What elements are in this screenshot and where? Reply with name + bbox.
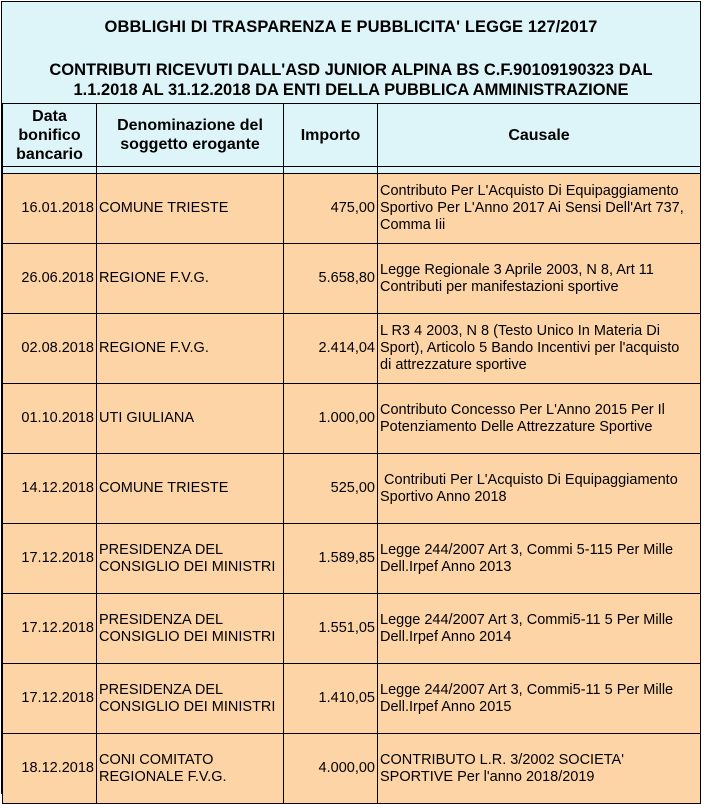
title-block — [2, 2, 700, 103]
cell-cause-line: Dell.Irpef Anno 2015 — [380, 698, 512, 715]
cell-cause-line: Contributo Per L'Acquisto Di Equipaggiamento — [380, 183, 679, 199]
document-subtitle — [2, 60, 700, 100]
cell-name-line: COMUNE TRIESTE — [99, 480, 229, 496]
table-row — [3, 594, 701, 664]
cell-name-line: COMUNE TRIESTE — [99, 200, 229, 216]
table-row — [3, 524, 701, 594]
table-row — [3, 454, 701, 524]
cell-name — [97, 454, 284, 524]
cell-cause-line: L R3 4 2003, N 8 (Testo Unico In Materia Di — [380, 323, 660, 339]
cell-cause-line: Legge 244/2007 Art 3, Commi5-11 5 Per Mille — [380, 681, 674, 698]
cell-name — [97, 524, 284, 594]
header-name: Denominazione del soggetto erogante — [97, 104, 284, 167]
cell-amount: 1.589,85 — [284, 524, 378, 594]
table-row — [3, 734, 701, 804]
cell-name — [97, 594, 284, 664]
subtitle-line-2: 1.1.2018 AL 31.12.2018 DA ENTI DELLA PUBBLICA AMMINISTRAZIONE — [73, 81, 629, 99]
cell-amount: 2.414,04 — [284, 314, 378, 384]
cell-cause — [378, 244, 701, 314]
cell-name — [97, 734, 284, 804]
cell-date: 18.12.2018 — [3, 734, 97, 804]
cell-date: 17.12.2018 — [3, 594, 97, 664]
header-spacer-row — [3, 167, 701, 174]
cell-cause-line: Sport), Articolo 5 Bando Incentivi per l'acquisto — [380, 340, 680, 356]
cell-amount: 475,00 — [284, 174, 378, 244]
cell-name — [97, 244, 284, 314]
cell-cause-line: CONTRIBUTO L.R. 3/2002 SOCIETA' — [380, 751, 624, 768]
table-row — [3, 664, 701, 734]
cell-cause-line: Sportivo Anno 2018 — [380, 488, 507, 505]
cell-name-line: REGIONE F.V.G. — [99, 340, 209, 356]
cell-cause-line: Contributi per manifestazioni sportive — [380, 278, 619, 295]
subtitle-line-1: CONTRIBUTI RICEVUTI DALL'ASD JUNIOR ALPINA BS C.F.90109190323 DAL — [49, 61, 653, 79]
cell-cause-line: Legge 244/2007 Art 3, Commi 5-115 Per Mille — [380, 541, 674, 558]
cell-date: 17.12.2018 — [3, 664, 97, 734]
cell-date: 17.12.2018 — [3, 524, 97, 594]
cell-cause — [378, 664, 701, 734]
cell-name-line: CONSIGLIO DEI MINISTRI — [99, 628, 276, 645]
cell-amount: 525,00 — [284, 454, 378, 524]
cell-cause-line: Legge Regionale 3 Aprile 2003, N 8, Art 11 — [380, 261, 654, 278]
cell-cause-line: di attrezzature sportive — [380, 357, 527, 373]
cell-cause — [378, 174, 701, 244]
header-cause: Causale — [378, 104, 701, 167]
cell-amount: 1.000,00 — [284, 384, 378, 454]
cell-cause-line: Dell.Irpef Anno 2013 — [380, 558, 512, 575]
cell-date: 02.08.2018 — [3, 314, 97, 384]
cell-cause-line: Sportivo Per L'Anno 2017 Ai Sensi Dell'Art 737, — [380, 200, 684, 216]
cell-name — [97, 384, 284, 454]
cell-cause — [378, 314, 701, 384]
cell-name-line: PRESIDENZA DEL — [99, 541, 224, 558]
cell-cause-line: Dell.Irpef Anno 2014 — [380, 628, 512, 645]
cell-cause-line: Contributi Per L'Acquisto Di Equipaggiamento — [380, 471, 678, 488]
header-amount: Importo — [284, 104, 378, 167]
cell-name-line: REGIONALE F.V.G. — [99, 768, 227, 785]
table-header-row — [3, 104, 701, 167]
cell-amount: 1.410,05 — [284, 664, 378, 734]
cell-cause-line: Potenziamento Delle Attrezzature Sportive — [380, 418, 653, 435]
document-title: OBBLIGHI DI TRASPARENZA E PUBBLICITA' LEGGE 127/2017 — [104, 18, 598, 36]
table-row — [3, 384, 701, 454]
cell-name — [97, 664, 284, 734]
cell-cause — [378, 524, 701, 594]
table-row — [3, 244, 701, 314]
cell-cause — [378, 734, 701, 804]
cell-date: 14.12.2018 — [3, 454, 97, 524]
cell-amount: 1.551,05 — [284, 594, 378, 664]
contributions-table — [2, 103, 701, 804]
cell-name-line: CONSIGLIO DEI MINISTRI — [99, 558, 276, 575]
header-date: Data bonifico bancario — [3, 104, 97, 167]
cell-name-line: REGIONE F.V.G. — [99, 270, 209, 286]
cell-amount: 5.658,80 — [284, 244, 378, 314]
table-row — [3, 314, 701, 384]
cell-name — [97, 174, 284, 244]
transparency-table-frame — [1, 1, 701, 794]
cell-name-line: UTI GIULIANA — [99, 410, 195, 426]
cell-date: 16.01.2018 — [3, 174, 97, 244]
cell-cause-line: Comma Iii — [380, 217, 446, 233]
cell-cause-line: Legge 244/2007 Art 3, Commi5-11 5 Per Mille — [380, 611, 674, 628]
table-body — [3, 174, 701, 804]
cell-cause — [378, 454, 701, 524]
cell-name-line: CONI COMITATO — [99, 751, 214, 768]
cell-name-line: CONSIGLIO DEI MINISTRI — [99, 698, 276, 715]
table-row — [3, 174, 701, 244]
cell-cause-line: SPORTIVE Per l'anno 2018/2019 — [380, 768, 595, 785]
cell-cause-line: Contributo Concesso Per L'Anno 2015 Per Il — [380, 401, 665, 418]
cell-amount: 4.000,00 — [284, 734, 378, 804]
cell-cause — [378, 594, 701, 664]
cell-name — [97, 314, 284, 384]
cell-name-line: PRESIDENZA DEL — [99, 681, 224, 698]
cell-cause — [378, 384, 701, 454]
cell-date: 01.10.2018 — [3, 384, 97, 454]
cell-date: 26.06.2018 — [3, 244, 97, 314]
cell-name-line: PRESIDENZA DEL — [99, 611, 224, 628]
